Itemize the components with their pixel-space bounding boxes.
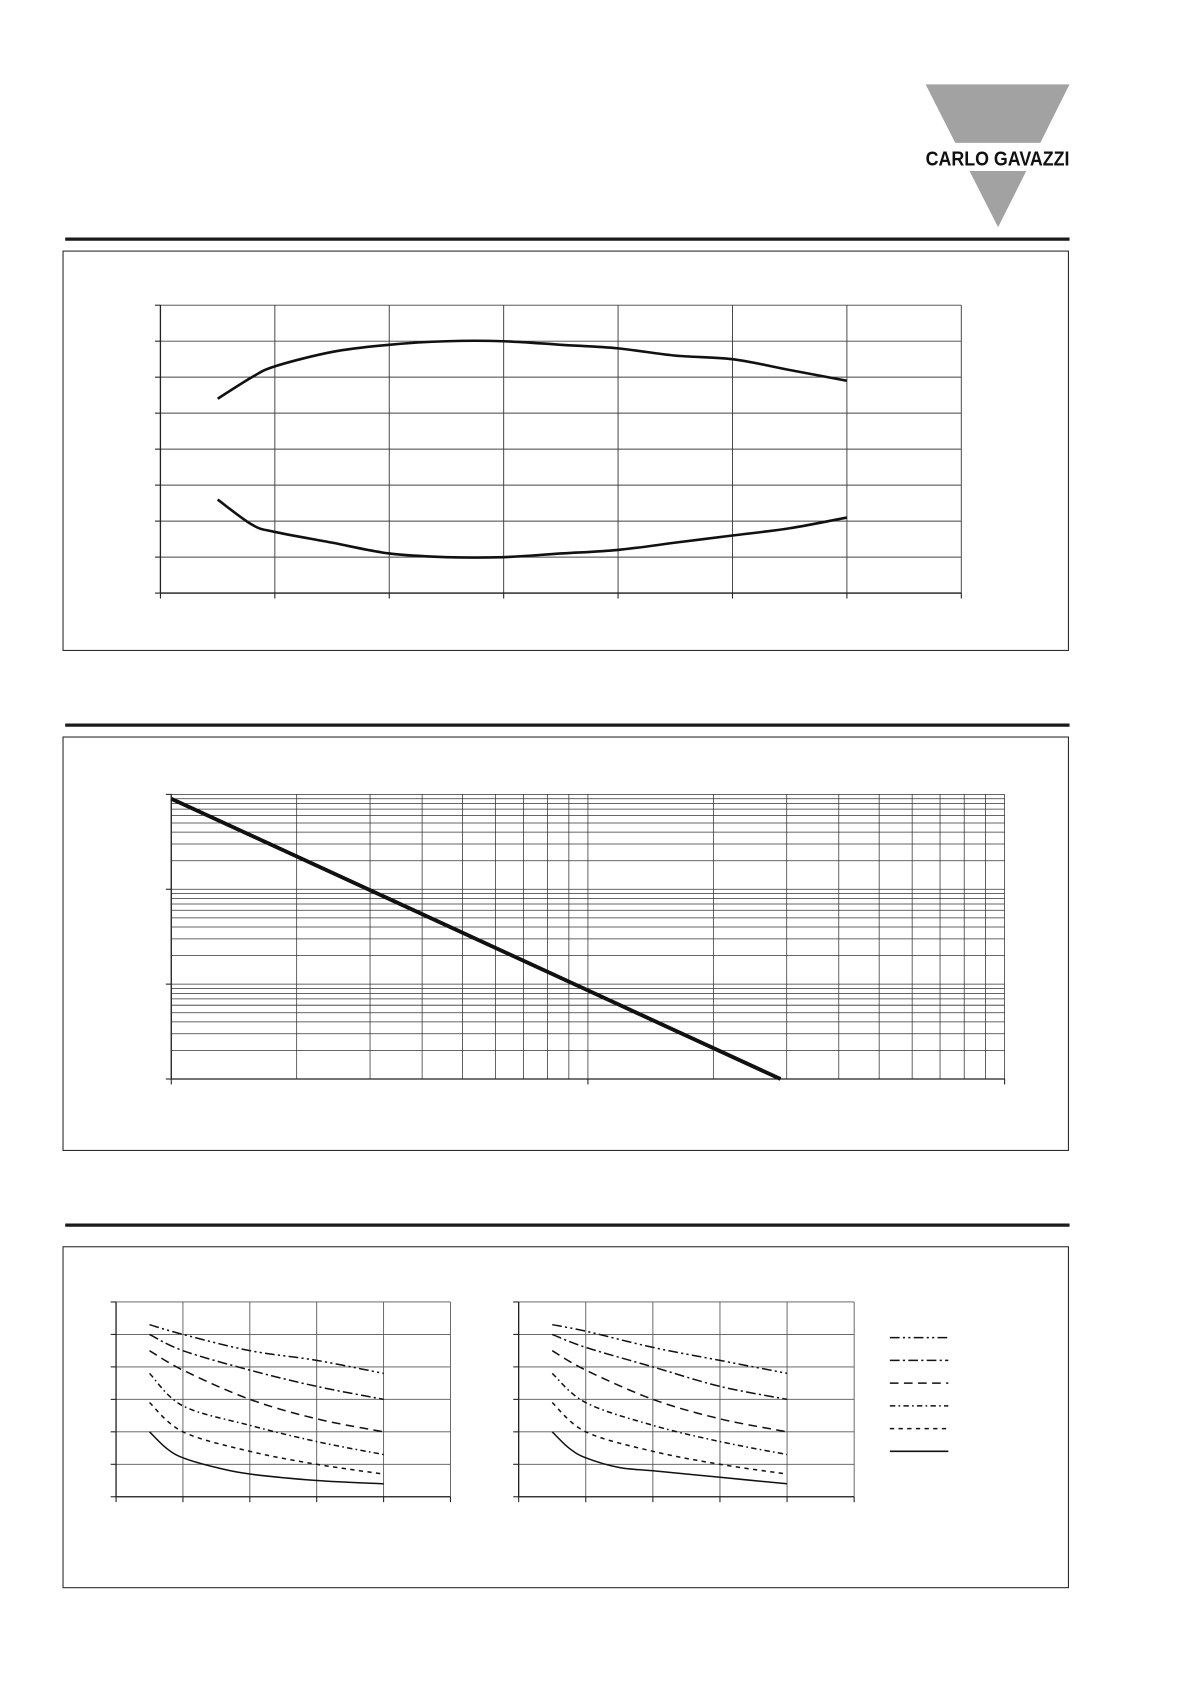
series-line (218, 341, 847, 399)
brand-logo (920, 84, 1075, 227)
series-line (552, 1325, 787, 1374)
chart-3a-family (111, 1302, 451, 1502)
series-line (149, 1351, 383, 1432)
series-line (149, 1432, 383, 1484)
series-line (552, 1432, 787, 1484)
chart-1-curves (155, 305, 961, 598)
series-line (218, 500, 847, 558)
series-line (552, 1403, 787, 1474)
chart-3b-family (513, 1302, 854, 1502)
logo-text: CARLO GAVAZZI (925, 147, 1070, 171)
series-line (149, 1325, 383, 1374)
series-line (552, 1373, 787, 1454)
series-line (552, 1351, 787, 1432)
series-line (149, 1403, 383, 1474)
chart-2-log-log (166, 794, 1005, 1084)
chart-legend (890, 1338, 948, 1452)
series-line (149, 1373, 383, 1454)
chart-panel (63, 251, 1068, 650)
